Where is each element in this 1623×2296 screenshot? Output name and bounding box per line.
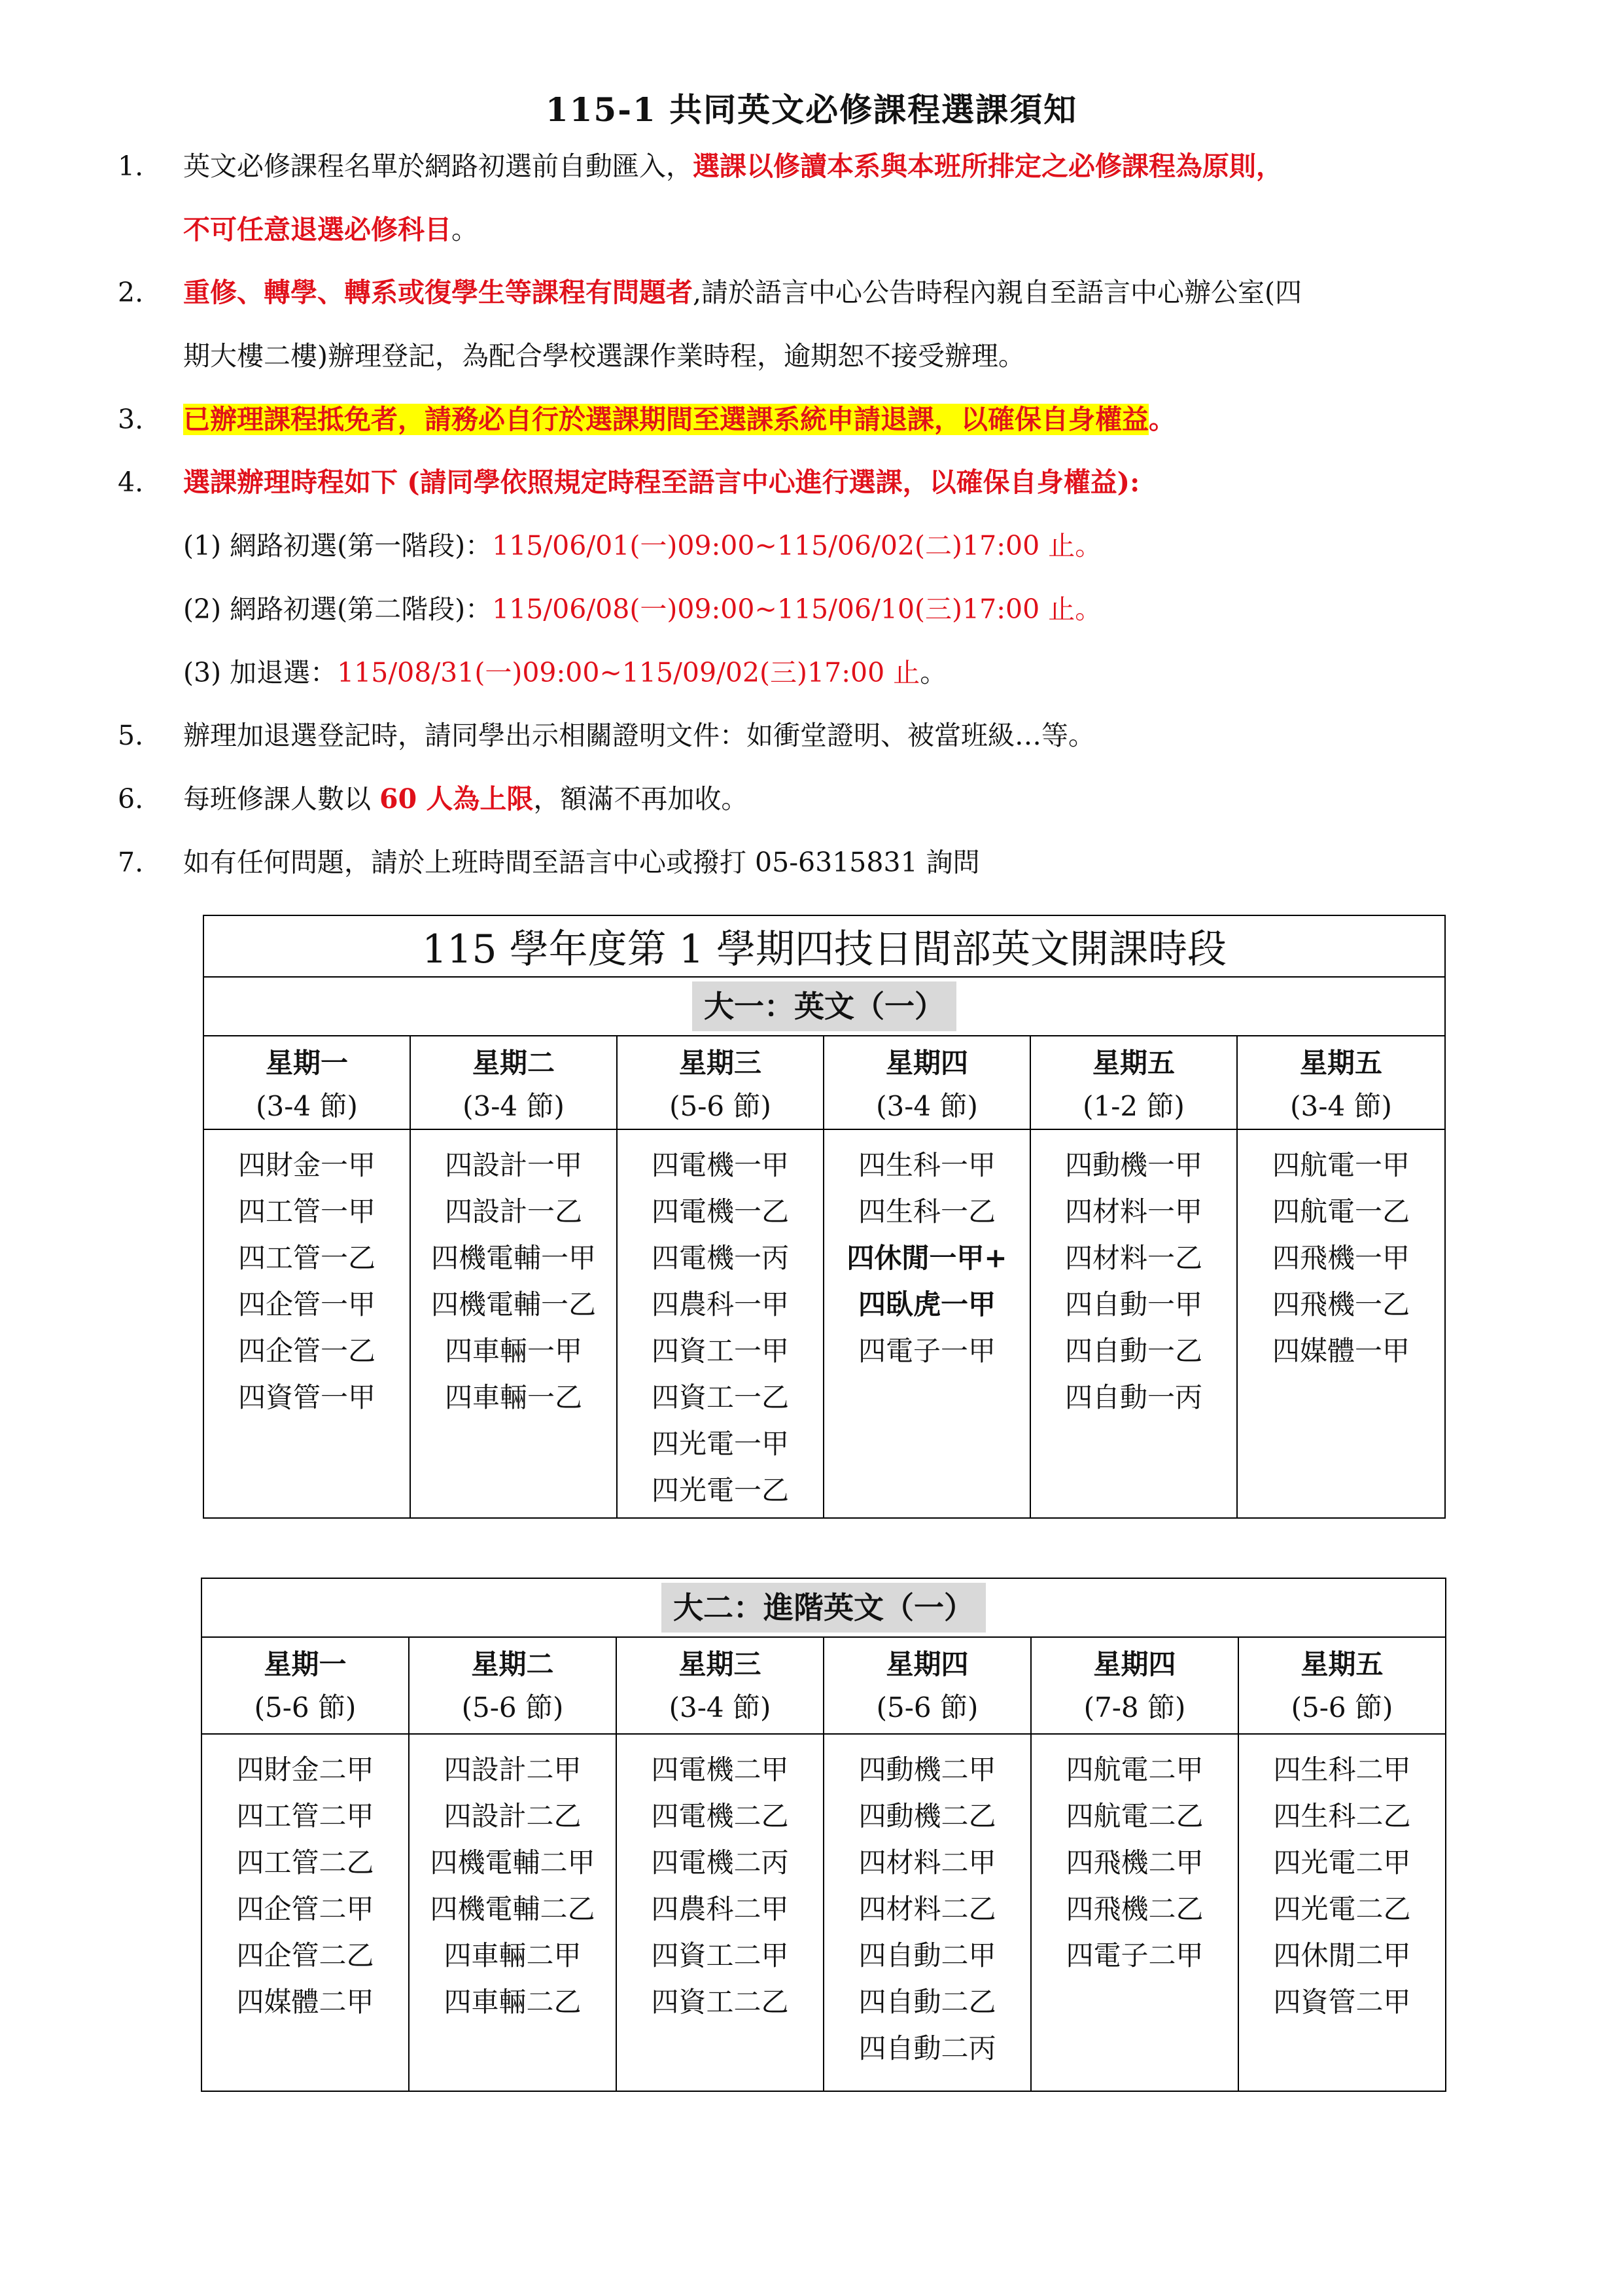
class-list	[1031, 1734, 1238, 2091]
schedule-label: (2) 網路初選(第二階段)：	[183, 593, 493, 625]
day-label: 星期二	[471, 1648, 554, 1680]
class-name: 四機電輔一乙	[430, 1288, 596, 1320]
day-label: 星期五	[1092, 1047, 1175, 1079]
schedule-time: 115/06/08(一)09:00~115/06/10(三)17:00 止	[492, 593, 1075, 625]
class-name: 四航電一乙	[1272, 1195, 1410, 1227]
class-name: 四材料一甲	[1064, 1195, 1202, 1227]
day-header	[201, 1637, 409, 1734]
class-name: 四車輛二乙	[444, 1986, 582, 2018]
class-list	[616, 1734, 824, 2091]
schedule-end: 。	[920, 657, 947, 688]
item-text: 期大樓二樓)辦理登記，為配合學校選課作業時程，逾期恕不接受辦理。	[183, 340, 1025, 372]
day-header	[1238, 1637, 1446, 1734]
day-header	[824, 1036, 1030, 1129]
item-emphasis: 選課辦理時程如下 (請同學依照規定時程至語言中心進行選課，以確保自身權益):	[183, 467, 1140, 498]
class-name: 四飛機一乙	[1272, 1288, 1410, 1320]
class-name: 四設計二甲	[444, 1754, 582, 1786]
class-name: 四電機一丙	[651, 1242, 789, 1274]
class-name: 四動機二乙	[858, 1800, 996, 1832]
class-name: 四工管二乙	[236, 1846, 374, 1879]
class-name: 四動機一甲	[1064, 1149, 1202, 1181]
class-name: 四媒體一甲	[1272, 1335, 1410, 1367]
table-subtitle-cell	[201, 1578, 1446, 1637]
period-label: (5-6 節)	[876, 1691, 979, 1723]
class-name: 四電機一乙	[651, 1195, 789, 1227]
schedule-label: (3) 加退選：	[183, 657, 338, 688]
day-header	[1031, 1637, 1238, 1734]
schedule-stage-1	[183, 527, 1102, 565]
class-list	[824, 1734, 1031, 2091]
class-list	[1238, 1734, 1446, 2091]
class-name: 四生科一乙	[858, 1195, 996, 1227]
class-name: 四動機二甲	[858, 1754, 996, 1786]
class-name: 四電機二乙	[651, 1800, 789, 1832]
day-label: 星期四	[885, 1047, 968, 1079]
day-label: 星期四	[886, 1648, 969, 1680]
class-name: 四航電二乙	[1066, 1800, 1204, 1832]
class-name: 四車輛一乙	[444, 1381, 582, 1413]
item-emphasis: 60 人為上限	[379, 783, 534, 815]
class-name: 四材料二乙	[858, 1893, 996, 1925]
class-name: 四設計二乙	[444, 1800, 582, 1832]
class-name: 四車輛二甲	[444, 1939, 582, 1971]
item-number: 7.	[118, 847, 144, 878]
day-label: 星期五	[1300, 1047, 1383, 1079]
class-name: 四臥虎一甲	[858, 1288, 996, 1320]
class-name: 四自動一甲	[1064, 1288, 1202, 1320]
day-header	[203, 1036, 410, 1129]
class-name: 四資工一甲	[651, 1335, 789, 1367]
item-number: 6.	[118, 783, 144, 815]
class-list	[1237, 1129, 1445, 1518]
class-name: 四電子二甲	[1066, 1939, 1204, 1971]
class-name: 四機電輔一甲	[430, 1242, 596, 1274]
notice-item-1-continued	[183, 211, 478, 249]
item-text: ，額滿不再加收。	[533, 783, 748, 815]
item-number: 2.	[118, 277, 144, 308]
day-header	[616, 1637, 824, 1734]
class-name: 四休閒一甲+	[846, 1242, 1007, 1274]
class-name: 四電機二丙	[651, 1846, 789, 1879]
item-emphasis: 重修、轉學、轉系或復學生等課程有問題者	[183, 277, 693, 308]
period-label: (7-8 節)	[1083, 1691, 1186, 1723]
class-list	[410, 1129, 617, 1518]
period-label: (5-6 節)	[669, 1090, 771, 1122]
item-number: 1.	[118, 150, 144, 182]
schedule-time: 115/06/01(一)09:00~115/06/02(二)17:00 止	[492, 530, 1075, 561]
class-list	[824, 1129, 1030, 1518]
item-number: 4.	[118, 467, 144, 498]
period-label: (5-6 節)	[461, 1691, 564, 1723]
class-name: 四飛機二乙	[1066, 1893, 1204, 1925]
document-title: 115-1 共同英文必修課程選課須知	[545, 90, 1078, 129]
day-label: 星期一	[264, 1648, 347, 1680]
table-subtitle-cell	[203, 977, 1445, 1036]
class-list	[203, 1129, 410, 1518]
class-name: 四企管一甲	[237, 1288, 375, 1320]
schedule-end: 。	[1075, 593, 1102, 625]
class-name: 四生科二乙	[1273, 1800, 1411, 1832]
class-name: 四設計一乙	[444, 1195, 582, 1227]
item-text: 。	[451, 214, 478, 245]
class-name: 四自動二甲	[858, 1939, 996, 1971]
class-name: 四航電一甲	[1272, 1149, 1410, 1181]
class-name: 四車輛一甲	[444, 1335, 582, 1367]
highlighted-notice: 已辦理課程抵免者，請務必自行於選課期間至選課系統申請退課，以確保自身權益	[183, 404, 1149, 435]
schedule-end: 。	[1075, 530, 1102, 561]
class-name: 四機電輔二乙	[430, 1893, 595, 1925]
item-text: ,請於語言中心公告時程內親自至語言中心辦公室(四	[693, 277, 1302, 308]
day-label: 星期四	[1093, 1648, 1176, 1680]
day-header	[1030, 1036, 1237, 1129]
class-name: 四企管二乙	[236, 1939, 374, 1971]
class-name: 四資管二甲	[1273, 1986, 1411, 2018]
class-name: 四工管一乙	[237, 1242, 375, 1274]
item-text: 辦理加退選登記時，請同學出示相關證明文件：如衝堂證明、被當班級…等。	[183, 720, 1095, 751]
day-header	[617, 1036, 824, 1129]
class-name: 四企管一乙	[237, 1335, 375, 1367]
day-label: 星期一	[265, 1047, 348, 1079]
class-name: 四光電一乙	[651, 1474, 789, 1506]
notice-item-2-continued	[183, 337, 1025, 375]
class-name: 四機電輔二甲	[430, 1846, 595, 1879]
class-name: 四資工二乙	[651, 1986, 789, 2018]
item-text: 每班修課人數以	[183, 783, 380, 815]
class-list	[409, 1734, 616, 2091]
table-subtitle: 大二：進階英文（一）	[661, 1583, 986, 1633]
day-label: 星期三	[678, 1648, 761, 1680]
class-list	[1030, 1129, 1237, 1518]
day-label: 星期五	[1300, 1648, 1384, 1680]
schedule-stage-2	[183, 590, 1102, 628]
day-header	[410, 1036, 617, 1129]
class-name: 四設計一甲	[444, 1149, 582, 1181]
table-subtitle: 大一：英文（一）	[692, 981, 956, 1031]
period-label: (5-6 節)	[254, 1691, 357, 1723]
class-name: 四自動一乙	[1064, 1335, 1202, 1367]
period-label: (3-4 節)	[876, 1090, 978, 1122]
class-name: 四休閒二甲	[1273, 1939, 1411, 1971]
class-name: 四財金一甲	[237, 1149, 375, 1181]
day-header	[824, 1637, 1031, 1734]
sophomore-english-schedule-table	[201, 1578, 1446, 2092]
class-list	[617, 1129, 824, 1518]
class-name: 四電子一甲	[858, 1335, 996, 1367]
class-name: 四工管二甲	[236, 1800, 374, 1832]
schedule-label: (1) 網路初選(第一階段)：	[183, 530, 493, 561]
item-number: 3.	[118, 404, 144, 435]
period-label: (3-4 節)	[669, 1691, 771, 1723]
schedule-add-drop	[183, 654, 947, 692]
class-name: 四自動二乙	[858, 1986, 996, 2018]
day-label: 星期三	[678, 1047, 761, 1079]
day-label: 星期二	[472, 1047, 555, 1079]
class-name: 四電機二甲	[651, 1754, 789, 1786]
class-name: 四資工一乙	[651, 1381, 789, 1413]
class-name: 四工管一甲	[237, 1195, 375, 1227]
item-emphasis: 不可任意退選必修科目	[183, 214, 451, 245]
class-name: 四光電二甲	[1273, 1846, 1411, 1879]
class-name: 四飛機一甲	[1272, 1242, 1410, 1274]
day-header	[409, 1637, 616, 1734]
class-name: 四自動一丙	[1064, 1381, 1202, 1413]
class-list	[201, 1734, 409, 2091]
class-name: 四資管一甲	[237, 1381, 375, 1413]
item-text: 如有任何問題，請於上班時間至語言中心或撥打 05-6315831 詢問	[183, 847, 980, 878]
item-emphasis: 選課以修讀本系與本班所排定之必修課程為原則，	[693, 150, 1283, 182]
class-name: 四光電一甲	[651, 1428, 789, 1460]
class-name: 四電機一甲	[651, 1149, 789, 1181]
class-name: 四材料一乙	[1064, 1242, 1202, 1274]
class-name: 四農科一甲	[651, 1288, 789, 1320]
class-name: 四自動二丙	[858, 2032, 996, 2064]
period-label: (5-6 節)	[1291, 1691, 1393, 1723]
period-label: (3-4 節)	[462, 1090, 565, 1122]
class-name: 四材料二甲	[858, 1846, 996, 1879]
class-name: 四資工二甲	[651, 1939, 789, 1971]
class-name: 四企管二甲	[236, 1893, 374, 1925]
item-end: 。	[1149, 404, 1176, 435]
class-name: 四航電二甲	[1066, 1754, 1204, 1786]
class-name: 四媒體二甲	[236, 1986, 374, 2018]
period-label: (3-4 節)	[256, 1090, 358, 1122]
freshman-english-schedule-table	[203, 915, 1446, 1519]
class-name: 四生科二甲	[1273, 1754, 1411, 1786]
day-header	[1237, 1036, 1445, 1129]
class-name: 四農科二甲	[651, 1893, 789, 1925]
table-title: 115 學年度第 1 學期四技日間部英文開課時段	[203, 915, 1445, 977]
class-name: 四財金二甲	[236, 1754, 374, 1786]
schedule-time: 115/08/31(一)09:00~115/09/02(三)17:00 止	[337, 657, 920, 688]
item-number: 5.	[118, 720, 144, 751]
class-name: 四生科一甲	[858, 1149, 996, 1181]
class-name: 四飛機二甲	[1066, 1846, 1204, 1879]
item-text: 英文必修課程名單於網路初選前自動匯入，	[183, 150, 693, 182]
period-label: (3-4 節)	[1290, 1090, 1392, 1122]
class-name: 四光電二乙	[1273, 1893, 1411, 1925]
period-label: (1-2 節)	[1083, 1090, 1185, 1122]
